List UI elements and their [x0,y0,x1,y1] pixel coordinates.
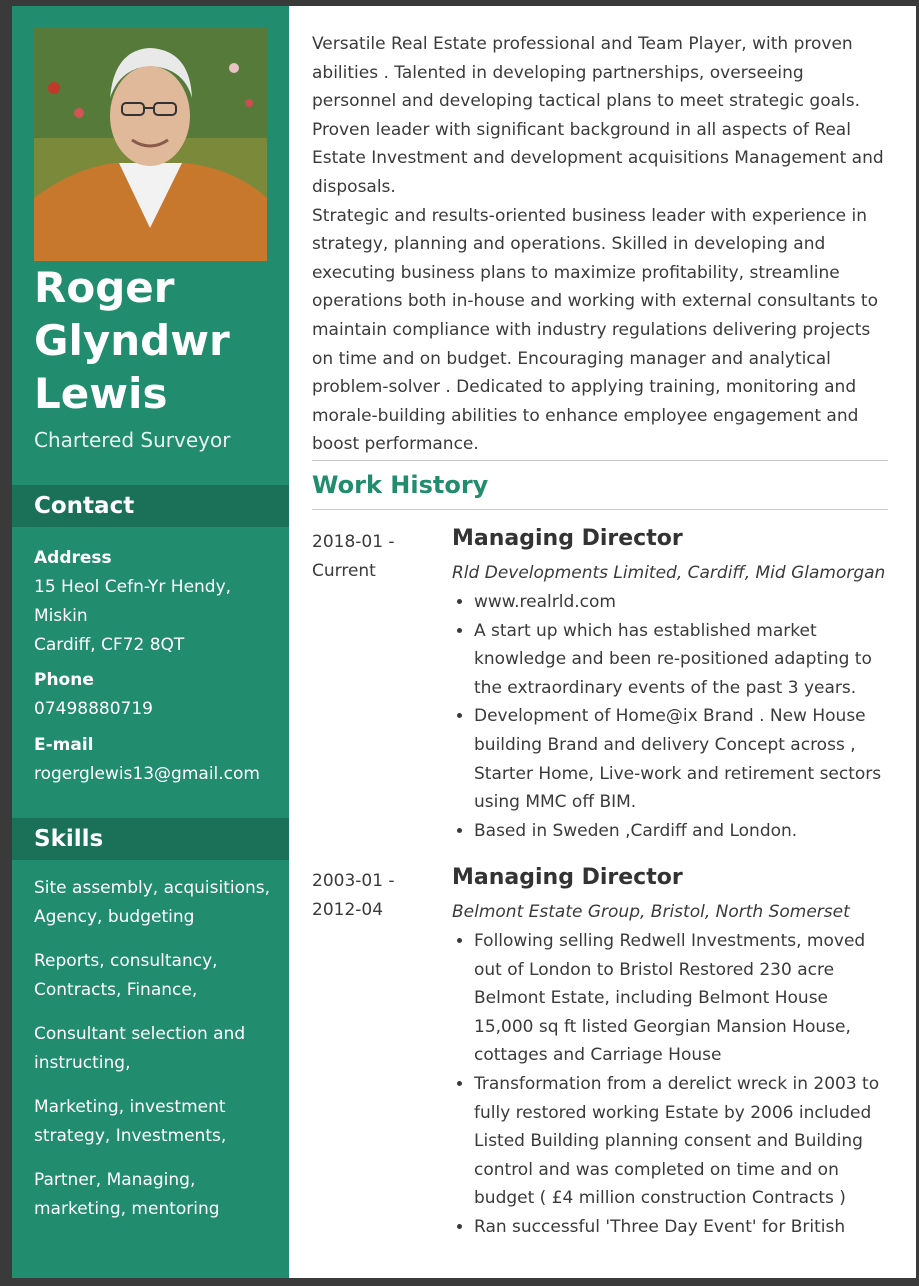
skill-item: Consultant selection and instructing, [34,1024,246,1073]
address-block [34,544,279,660]
name-line-1: Roger [34,263,175,312]
job-dates [312,867,432,925]
job-bullet: • Development of Home@ix Brand . New House building Brand and delivery Concept across , Starter Home, Live-work and retirement sectors using MMC off BIM. [474,702,892,816]
address-label: Address [34,548,112,568]
email-block [34,731,279,789]
profile-photo [34,28,267,261]
skill-item: Site assembly, acquisitions, Agency, budgeting [34,878,271,927]
name-line-3: Lewis [34,369,168,418]
skill-item: Partner, Managing, marketing, mentoring [34,1170,220,1219]
summary-paragraph-1: Versatile Real Estate professional and Team Player, with proven abilities . Talented in developing partnerships, overseeing personnel and developing tactical plans to meet strategic goals. Proven leader with significant background in all aspects of Real Estate Investment and development acquisitions Management and disposals. [312,34,884,197]
job-bullet: • Based in Sweden ,Cardiff and London. [474,817,892,846]
phone-block [34,666,279,724]
job-bullets [452,927,892,1242]
resume-page [12,6,916,1278]
job-dates [312,528,432,586]
address-line-3: Cardiff, CF72 8QT [34,635,185,655]
job-bullet: • www.realrld.com [474,588,892,617]
job-role: Managing Director [452,865,683,890]
job-title: Chartered Surveyor [34,428,231,452]
candidate-name [34,261,274,420]
summary-paragraph-2: Strategic and results-oriented business leader with experience in strategy, planning and operations. Skilled in developing and executing business plans to maximize profitability, streamline operations both in-house and working with external consultants to maintain compliance with industry regulations delivering projects on time and on budget. Encouraging manager and analytical problem-solver . Dedicated to applying training, monitoring and morale-building abilities to enhance employee engagement and boost performance. [312,205,878,455]
job-company: Rld Developments Limited, Cardiff, Mid Glamorgan [452,563,886,583]
job-details [452,528,892,845]
phone-label: Phone [34,670,94,690]
job-date-start: 2003-01 - [312,871,395,891]
job-bullet: • Following selling Redwell Investments, moved out of London to Bristol Restored 230 acre Belmont Estate, including Belmont House 15,000 sq ft listed Georgian Mansion House, cottages and Carriage House [474,927,892,1070]
job-bullets [452,588,892,845]
portrait-illustration [34,28,267,261]
skill-item: Marketing, investment strategy, Investments, [34,1097,227,1146]
sidebar [12,6,289,1278]
phone-value[interactable]: 07498880719 [34,699,153,719]
email-value[interactable]: rogerglewis13@gmail.com [34,764,260,784]
address-line-2: Miskin [34,606,88,626]
email-label: E-mail [34,735,94,755]
skills-list [34,874,279,1239]
professional-summary [312,30,892,459]
skill-item: Reports, consultancy, Contracts, Finance, [34,951,218,1000]
job-details [452,867,892,1242]
job-bullet: • Transformation from a derelict wreck in 2003 to fully restored working Estate by 2006 included Listed Building planning consent and Building control and was completed on time and on budget ( £4 million construction Contracts ) [474,1070,892,1213]
job-company: Belmont Estate Group, Bristol, North Somerset [452,902,850,922]
skills-heading: Skills [12,818,289,860]
job-date-start: 2018-01 - [312,532,395,552]
divider [312,509,888,510]
job-date-end: 2012-04 [312,900,384,920]
work-history-heading: Work History [312,471,489,499]
address-line-1: 15 Heol Cefn-Yr Hendy, [34,577,232,597]
divider [312,460,888,461]
job-role: Managing Director [452,526,683,551]
contact-heading: Contact [12,485,289,527]
job-bullet: • Ran successful 'Three Day Event' for British [474,1213,892,1242]
job-date-end: Current [312,561,376,581]
name-line-2: Glyndwr [34,316,230,365]
job-bullet: • A start up which has established market knowledge and been re-positioned adapting to the extraordinary events of the past 3 years. [474,617,892,703]
